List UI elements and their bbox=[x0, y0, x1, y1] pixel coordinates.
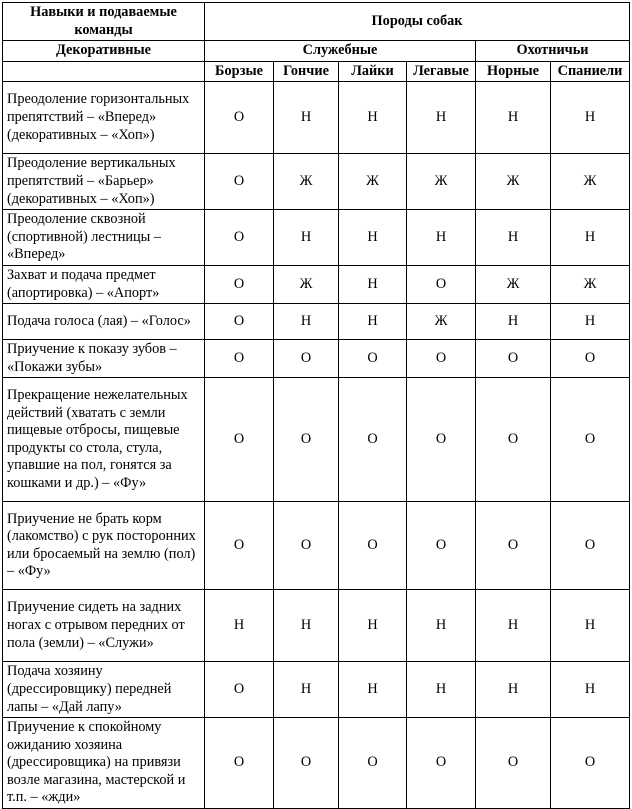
mark-cell: О bbox=[476, 718, 551, 809]
mark-cell: Н bbox=[476, 304, 551, 340]
mark-cell: О bbox=[339, 378, 407, 502]
table-row bbox=[3, 304, 630, 340]
mark-cell: Н bbox=[205, 590, 274, 662]
mark-cell: О bbox=[476, 502, 551, 590]
mark-cell: Н bbox=[274, 304, 339, 340]
mark-cell: Н bbox=[339, 662, 407, 718]
commands-table bbox=[2, 2, 630, 809]
group-hunting: Охотничьи bbox=[476, 41, 630, 62]
mark-cell: О bbox=[551, 340, 630, 378]
mark-cell: Н bbox=[274, 82, 339, 154]
mark-cell: Н bbox=[476, 662, 551, 718]
mark-cell: Ж bbox=[274, 154, 339, 210]
mark-cell: Ж bbox=[476, 265, 551, 303]
mark-cell: Н bbox=[476, 590, 551, 662]
skill-cell: Приучение не брать корм (лакомство) с рук посторонних или бросаемый на землю (пол) – «Фу» bbox=[3, 502, 205, 590]
col-header-burrowing: Норные bbox=[476, 61, 551, 82]
mark-cell: Ж bbox=[551, 154, 630, 210]
header-empty-cell bbox=[3, 61, 205, 82]
skill-cell: Приучение к показу зубов – «Покажи зубы» bbox=[3, 340, 205, 378]
mark-cell: О bbox=[205, 154, 274, 210]
mark-cell: О bbox=[205, 662, 274, 718]
table-row bbox=[3, 154, 630, 210]
mark-cell: О bbox=[205, 82, 274, 154]
mark-cell: Ж bbox=[476, 154, 551, 210]
mark-cell: Н bbox=[339, 210, 407, 266]
mark-cell: О bbox=[476, 340, 551, 378]
col-header-spaniels: Спаниели bbox=[551, 61, 630, 82]
mark-cell: О bbox=[407, 502, 476, 590]
mark-cell: О bbox=[205, 718, 274, 809]
table-row bbox=[3, 340, 630, 378]
mark-cell: Н bbox=[339, 82, 407, 154]
mark-cell: Ж bbox=[407, 154, 476, 210]
mark-cell: О bbox=[274, 340, 339, 378]
mark-cell: О bbox=[407, 378, 476, 502]
skill-cell: Приучение к спокойному ожиданию хозяина (дрессировщика) на привязи возле магазина, мастерской и т.п. – «жди» bbox=[3, 718, 205, 809]
mark-cell: Н bbox=[476, 210, 551, 266]
mark-cell: О bbox=[205, 304, 274, 340]
mark-cell: О bbox=[339, 718, 407, 809]
table-row bbox=[3, 210, 630, 266]
mark-cell: О bbox=[205, 210, 274, 266]
table-row bbox=[3, 662, 630, 718]
header-row-columns bbox=[3, 61, 630, 82]
table-row bbox=[3, 265, 630, 303]
mark-cell: Ж bbox=[274, 265, 339, 303]
mark-cell: Н bbox=[274, 210, 339, 266]
table-row bbox=[3, 718, 630, 809]
mark-cell: О bbox=[274, 378, 339, 502]
skill-cell: Захват и подача предмет (апортировка) – «Апорт» bbox=[3, 265, 205, 303]
mark-cell: Н bbox=[551, 210, 630, 266]
mark-cell: Н bbox=[339, 590, 407, 662]
mark-cell: Н bbox=[551, 304, 630, 340]
table-row bbox=[3, 82, 630, 154]
mark-cell: О bbox=[551, 378, 630, 502]
skill-cell: Прекращение нежелательных действий (хватать с земли пищевые отбросы, пищевые продукты со стола, стула, упавшие на пол, гонятся за кошками и др.) – «Фу» bbox=[3, 378, 205, 502]
group-decorative: Декоративные bbox=[3, 41, 205, 62]
mark-cell: Ж bbox=[407, 304, 476, 340]
mark-cell: О bbox=[407, 340, 476, 378]
col-header-hounds: Гончие bbox=[274, 61, 339, 82]
mark-cell: Н bbox=[339, 265, 407, 303]
table-body bbox=[3, 82, 630, 809]
mark-cell: О bbox=[205, 265, 274, 303]
mark-cell: О bbox=[205, 502, 274, 590]
mark-cell: О bbox=[476, 378, 551, 502]
mark-cell: Н bbox=[339, 304, 407, 340]
header-row-top bbox=[3, 3, 630, 41]
mark-cell: О bbox=[339, 340, 407, 378]
mark-cell: О bbox=[274, 502, 339, 590]
breeds-header: Породы собак bbox=[205, 3, 630, 41]
skill-cell: Преодоление вертикальных препятствий – «Барьер» (декоративных – «Хоп») bbox=[3, 154, 205, 210]
mark-cell: О bbox=[551, 502, 630, 590]
table-row bbox=[3, 590, 630, 662]
skill-cell: Подача хозяину (дрессировщику) передней лапы – «Дай лапу» bbox=[3, 662, 205, 718]
mark-cell: Н bbox=[274, 590, 339, 662]
mark-cell: О bbox=[551, 718, 630, 809]
mark-cell: О bbox=[274, 718, 339, 809]
skill-cell: Преодоление горизонтальных препятствий – «Вперед» (декоративных – «Хоп») bbox=[3, 82, 205, 154]
mark-cell: Н bbox=[476, 82, 551, 154]
mark-cell: Н bbox=[407, 210, 476, 266]
skill-cell: Приучение сидеть на задних ногах с отрывом передних от пола (земли) – «Служи» bbox=[3, 590, 205, 662]
mark-cell: О bbox=[407, 718, 476, 809]
mark-cell: Н bbox=[407, 662, 476, 718]
table-row bbox=[3, 502, 630, 590]
skill-cell: Подача голоса (лая) – «Голос» bbox=[3, 304, 205, 340]
mark-cell: Н bbox=[407, 590, 476, 662]
mark-cell: Н bbox=[551, 82, 630, 154]
header-row-groups bbox=[3, 41, 630, 62]
table-row bbox=[3, 378, 630, 502]
skill-cell: Преодоление сквозной (спортивной) лестницы – «Вперед» bbox=[3, 210, 205, 266]
mark-cell: Н bbox=[407, 82, 476, 154]
group-service: Служебные bbox=[205, 41, 476, 62]
table-header bbox=[3, 3, 630, 82]
col-header-borzoi: Борзые bbox=[205, 61, 274, 82]
mark-cell: Ж bbox=[551, 265, 630, 303]
mark-cell: О bbox=[205, 378, 274, 502]
mark-cell: Н bbox=[551, 662, 630, 718]
mark-cell: О bbox=[407, 265, 476, 303]
mark-cell: Н bbox=[551, 590, 630, 662]
col-header-laikas: Лайки bbox=[339, 61, 407, 82]
mark-cell: О bbox=[339, 502, 407, 590]
mark-cell: Н bbox=[274, 662, 339, 718]
mark-cell: Ж bbox=[339, 154, 407, 210]
skills-header: Навыки и подаваемые команды bbox=[3, 3, 205, 41]
col-header-pointers: Легавые bbox=[407, 61, 476, 82]
mark-cell: О bbox=[205, 340, 274, 378]
